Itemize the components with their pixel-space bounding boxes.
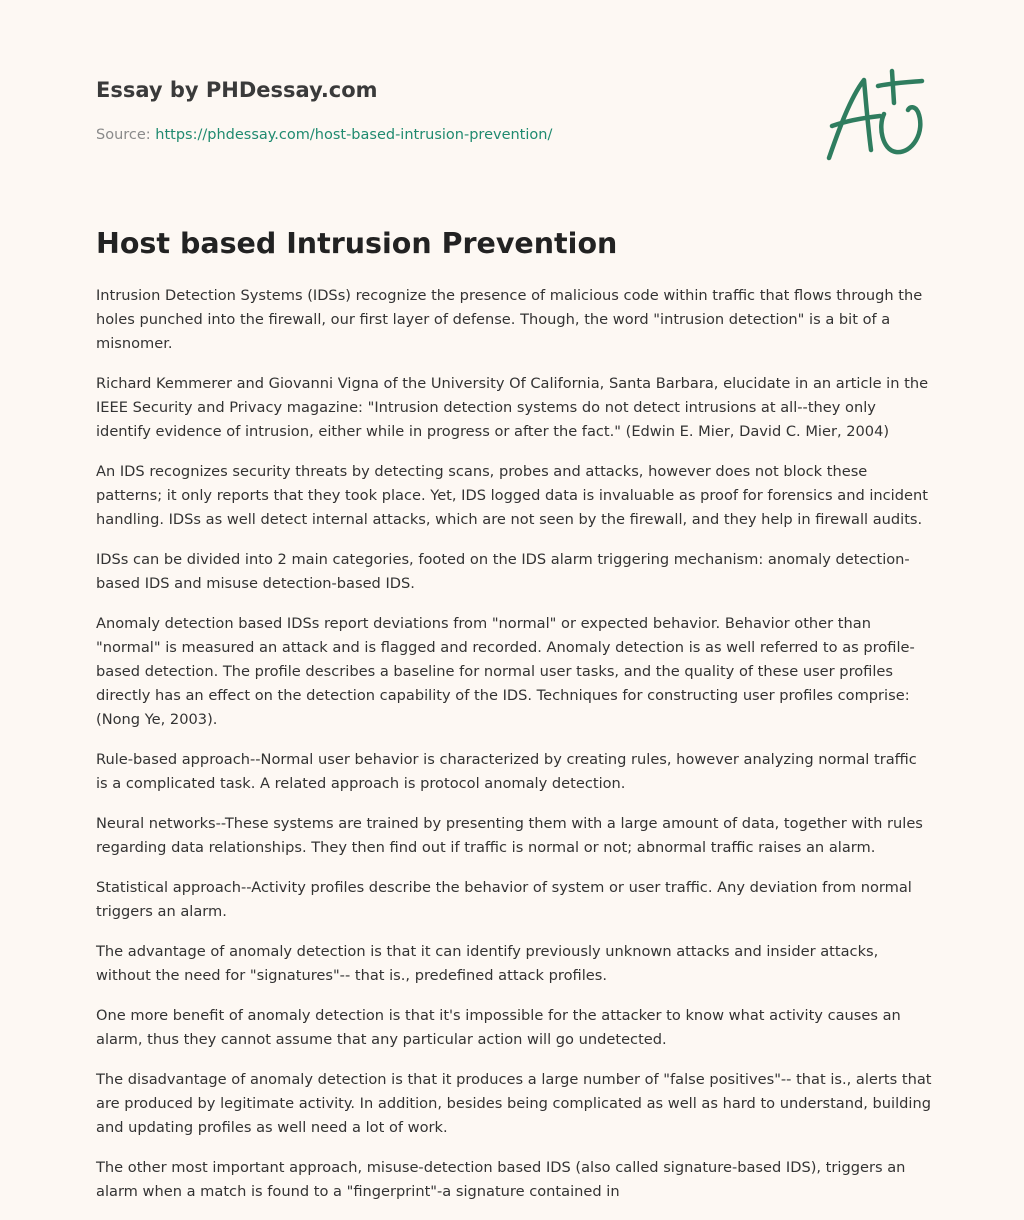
article-paragraph: Rule-based approach--Normal user behavior is characterized by creating rules, however analyzing normal traffic is a complicated task. A related approach is protocol anomaly detection. xyxy=(96,751,917,792)
article-paragraph: Statistical approach--Activity profiles describe the behavior of system or user traffic. Any deviation from normal triggers an alarm. xyxy=(96,879,912,920)
article-body xyxy=(96,284,932,1220)
article-paragraph: Neural networks--These systems are trained by presenting them with a large amount of data, together with rules regarding data relationships. They then find out if traffic is normal or not; abnormal traffic raises an alarm. xyxy=(96,815,923,856)
source-link[interactable]: https://phdessay.com/host-based-intrusion-prevention/ xyxy=(155,127,553,143)
article-title: Host based Intrusion Prevention xyxy=(96,227,618,260)
article-paragraph: The other most important approach, misuse-detection based IDS (also called signature-based IDS), triggers an alarm when a match is found to a "fingerprint"-a signature contained in xyxy=(96,1159,906,1200)
article-paragraph: Anomaly detection based IDSs report deviations from "normal" or expected behavior. Behavior other than "normal" is measured an attack and is flagged and recorded. Anomaly detection is as well referred to as profile-based detection. The profile describes a baseline for normal user tasks, and the quality of these user profiles directly has an effect on the detection capability of the IDS. Techniques for constructing user profiles comprise: (Nong Ye, 2003). xyxy=(96,615,915,728)
article-paragraph: The advantage of anomaly detection is that it can identify previously unknown attacks and insider attacks, without the need for "signatures"-- that is., predefined attack profiles. xyxy=(96,943,879,984)
article-paragraph: One more benefit of anomaly detection is that it's impossible for the attacker to know what activity causes an alarm, thus they cannot assume that any particular action will go undetected. xyxy=(96,1007,901,1048)
page-header xyxy=(96,76,796,145)
a-plus-logo-icon xyxy=(822,66,928,166)
article-paragraph: An IDS recognizes security threats by detecting scans, probes and attacks, however does not block these patterns; it only reports that they took place. Yet, IDS logged data is invaluable as proof for forensics and incident handling. IDSs as well detect internal attacks, which are not seen by the firewall, and they help in firewall audits. xyxy=(96,463,928,528)
article-paragraph: IDSs can be divided into 2 main categories, footed on the IDS alarm triggering mechanism: anomaly detection-based IDS and misuse detection-based IDS. xyxy=(96,551,910,592)
article-paragraph: The disadvantage of anomaly detection is that it produces a large number of "false positives"-- that is., alerts that are produced by legitimate activity. In addition, besides being complicated as well as hard to understand, building and updating profiles as well need a lot of work. xyxy=(96,1071,932,1136)
article-paragraph: Intrusion Detection Systems (IDSs) recognize the presence of malicious code within traffic that flows through the holes punched into the firewall, our first layer of defense. Though, the word "intrusion detection" is a bit of a misnomer. xyxy=(96,287,923,352)
source-label: Source: xyxy=(96,127,151,143)
source-line xyxy=(96,125,796,145)
site-brand: Essay by PHDessay.com xyxy=(96,78,378,102)
article-paragraph: Richard Kemmerer and Giovanni Vigna of the University Of California, Santa Barbara, elucidate in an article in the IEEE Security and Privacy magazine: "Intrusion detection systems do not detect intrusions at all--they only identify evidence of intrusion, either while in progress or after the fact." (Edwin E. Mier, David C. Mier, 2004) xyxy=(96,375,929,440)
